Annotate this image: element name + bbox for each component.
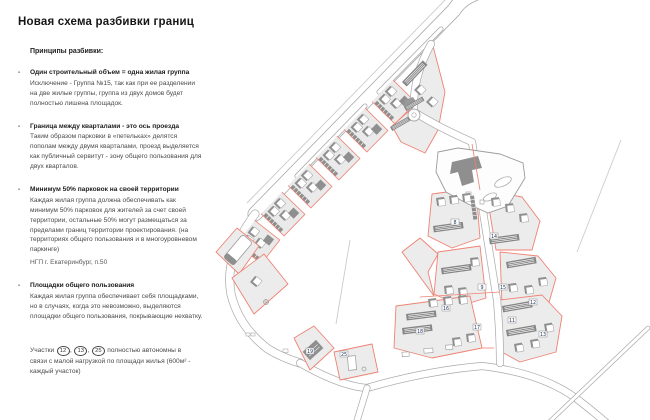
principle-item xyxy=(18,185,204,268)
svg-text:8: 8 xyxy=(453,220,457,226)
principle-item xyxy=(18,122,204,172)
site-group-label xyxy=(416,328,424,335)
site-group-label xyxy=(490,233,498,240)
site-group-label xyxy=(478,284,486,291)
principle-note: НГП г. Екатеринбург, п.50 xyxy=(30,259,108,267)
site-group-label xyxy=(306,348,314,355)
site-group-label xyxy=(529,299,537,306)
footnote-separator: , xyxy=(87,346,90,354)
site-group-label xyxy=(508,317,516,324)
text-panel xyxy=(18,16,204,378)
svg-text:18: 18 xyxy=(416,329,424,335)
svg-text:15: 15 xyxy=(499,285,507,291)
playground-symbol xyxy=(264,300,269,305)
principle-body: Каждая жилая группа обеспечивает себя площадками, но в случаях, когда это невозможно, выделяются площадки общего пользования, покрывающие нехватку. xyxy=(30,293,203,320)
svg-text:25: 25 xyxy=(340,352,348,358)
footnote-separator: , xyxy=(70,346,72,354)
bullet-dash: - xyxy=(18,122,21,130)
svg-text:12: 12 xyxy=(529,300,537,306)
svg-text:16: 16 xyxy=(442,306,450,312)
footnote-suffix: полностью автономны в связи с малой нагрузкой по площади жилья (600м² - каждый участок) xyxy=(30,346,191,376)
svg-text:13: 13 xyxy=(539,332,547,338)
site-group-label xyxy=(442,305,450,312)
svg-text:9: 9 xyxy=(480,285,484,291)
site-group-label xyxy=(473,324,481,331)
principle-title: Минимум 50% парковок на своей территории xyxy=(30,186,179,194)
circled-site-number: 13 xyxy=(74,346,87,357)
principles-heading: Принципы разбивки: xyxy=(30,48,104,55)
svg-text:19: 19 xyxy=(306,349,314,355)
svg-text:17: 17 xyxy=(473,325,481,331)
principle-body: Каждая жилая группа должна обеспечивать как минимум 50% парковок для жителей за счет своей территории, остальные 50% могут размещаться за пределами границ территории проектирования. (на территориях общего пользования и в многоуровневом паркинге) xyxy=(30,196,197,254)
site-group-label xyxy=(499,284,507,291)
circled-site-number: 12 xyxy=(57,346,70,357)
circled-site-number: 25 xyxy=(92,346,105,357)
principle-item xyxy=(18,68,204,109)
svg-text:11: 11 xyxy=(508,318,516,324)
footnote-prefix: Участки xyxy=(30,346,55,354)
svg-text:14: 14 xyxy=(490,234,498,240)
principle-item xyxy=(18,281,204,322)
bullet-dash: - xyxy=(18,69,21,76)
page-title: Новая схема разбивки границ xyxy=(18,16,195,28)
footnote xyxy=(30,346,198,379)
principle-body: Таким образом парковки в «петельках» делятся пополам между двумя кварталами, проезд выделяется как публичный сервитут - зону общего пользования для двух кварталов. xyxy=(30,133,202,171)
site-group-label xyxy=(539,331,547,338)
principle-body: Исключение - Группа №15, так как при ее разделении на две жилые группы, группа из двух домов будет полностью лишена площадок. xyxy=(30,79,196,107)
bullet-dash: - xyxy=(18,282,21,290)
principle-title: Площадки общего пользования xyxy=(30,282,135,290)
principle-title: Граница между кварталами - это ось проезда xyxy=(30,122,180,130)
site-group-label xyxy=(340,351,348,358)
bullet-dash: - xyxy=(18,186,21,194)
site-group-label xyxy=(451,219,459,226)
principle-title: Один строительный объем = одна жилая группа xyxy=(30,69,190,76)
